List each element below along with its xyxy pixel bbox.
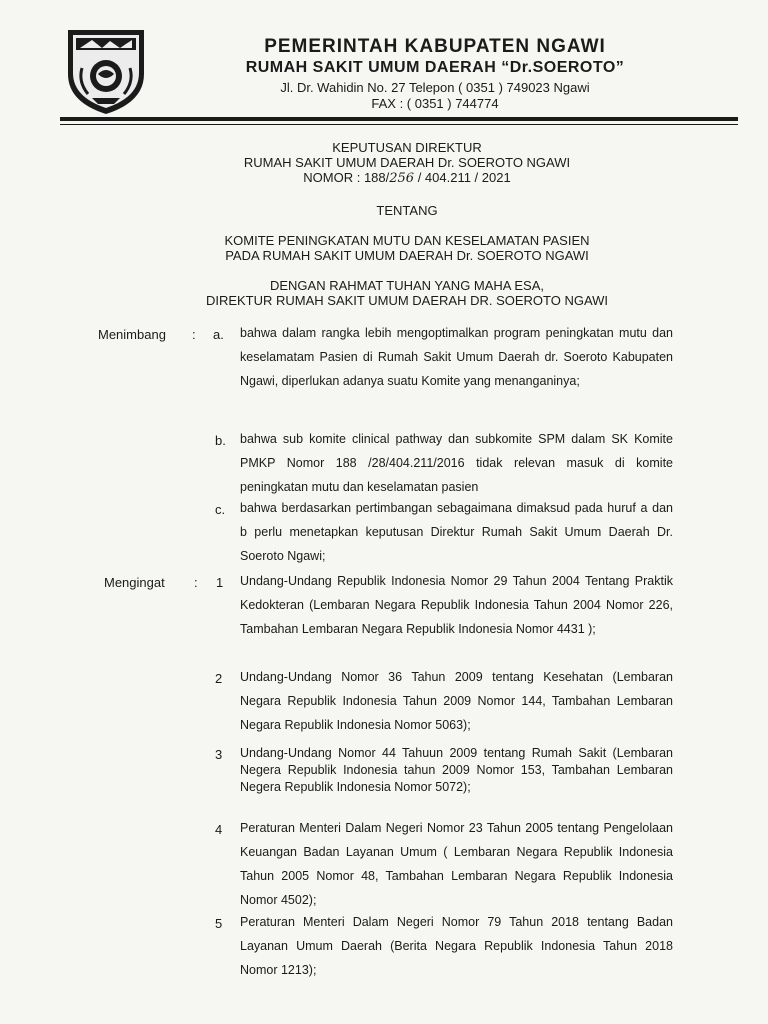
mengingat-item-text: Undang-Undang Nomor 36 Tahun 2009 tentang Kesehatan (Lembaran Negara Republik Indonesia Tahun 2009 Nomor 144, Tambahan Lembaran Negara Republik Indonesia Nomor 5063); <box>240 670 673 732</box>
letterhead-address: Jl. Dr. Wahidin No. 27 Telepon ( 0351 ) 749023 Ngawi <box>280 80 590 95</box>
mengingat-item-text: Peraturan Menteri Dalam Negeri Nomor 23 Tahun 2005 tentang Pengelolaan Keuangan Badan Layanan Umum ( Lembaran Negara Republik Indonesia Tahun 2005 Nomor 48, Tambahan Lembaran Negara Republik Indonesia Nomor 4502); <box>240 821 673 907</box>
ngawi-regency-emblem-icon <box>64 24 148 116</box>
decree-number-suffix: / 404.211 / 2021 <box>414 170 511 185</box>
decree-number-prefix: NOMOR : 188/ <box>303 170 390 185</box>
mengingat-item-mark: 1 <box>216 575 224 590</box>
menimbang-label: Menimbang <box>98 327 166 342</box>
decree-grace-line1: DENGAN RAHMAT TUHAN YANG MAHA ESA, <box>269 278 544 293</box>
mengingat-item-mark: 2 <box>215 671 223 686</box>
mengingat-item-mark: 3 <box>215 747 223 762</box>
decree-subject <box>82 233 732 263</box>
decree-grace <box>82 278 732 308</box>
menimbang-colon: : <box>192 327 196 342</box>
mengingat-label: Mengingat <box>104 575 165 590</box>
decree-title-line2: RUMAH SAKIT UMUM DAERAH Dr. SOEROTO NGAWI <box>243 155 571 170</box>
letterhead-fax: FAX : ( 0351 ) 744774 <box>371 96 499 111</box>
decree-subject-line2: PADA RUMAH SAKIT UMUM DAERAH Dr. SOEROTO NGAWI <box>225 248 589 263</box>
letterhead-divider-thick <box>60 117 738 121</box>
decree-number-handwritten: 256 <box>389 171 415 186</box>
decree-title-line1: KEPUTUSAN DIREKTUR <box>332 140 482 155</box>
menimbang-item-mark: b. <box>215 433 226 448</box>
decree-about: TENTANG <box>376 203 438 218</box>
mengingat-item-text: Undang-Undang Republik Indonesia Nomor 29 Tahun 2004 Tentang Praktik Kedokteran (Lembaran Negara Republik Indonesia Tahun 2004 Nomor 226, Tambahan Lembaran Negara Republik Indonesia Nomor 4431 ); <box>240 574 673 636</box>
letterhead <box>190 36 680 112</box>
menimbang-item-text: bahwa dalam rangka lebih mengoptimalkan program peningkatan mutu dan keselamatam Pasien di Rumah Sakit Umum Daerah dr. Soeroto Kabupaten Ngawi, diperlukan adanya suatu Komite yang menanganinya; <box>240 326 673 388</box>
decree-subject-line1: KOMITE PENINGKATAN MUTU DAN KESELAMATAN PASIEN <box>224 233 590 248</box>
mengingat-item-text: Peraturan Menteri Dalam Negeri Nomor 79 Tahun 2018 tentang Badan Layanan Umum Daerah (Berita Negara Republik Indonesia Tahun 2018 Nomor 1213); <box>240 915 673 977</box>
menimbang-item-text: bahwa berdasarkan pertimbangan sebagaimana dimaksud pada huruf a dan b perlu menetapkan keputusan Direktur Rumah Sakit Umum Daerah Dr. Soeroto Ngawi; <box>240 501 673 563</box>
mengingat-item-mark: 4 <box>215 822 223 837</box>
decree-number <box>82 170 732 186</box>
letterhead-government: PEMERINTAH KABUPATEN NGAWI <box>264 36 606 57</box>
letterhead-divider-thin <box>60 124 738 125</box>
menimbang-item-text: bahwa sub komite clinical pathway dan subkomite SPM dalam SK Komite PMKP Nomor 188 /28/404.211/2016 tidak relevan masuk di komite peningkatan mutu dan keselamatan pasien <box>240 432 673 494</box>
menimbang-item-mark: a. <box>213 327 224 342</box>
menimbang-item-mark: c. <box>215 502 226 517</box>
decree-title <box>82 140 732 186</box>
mengingat-item-text: Undang-Undang Nomor 44 Tahuun 2009 tentang Rumah Sakit (Lembaran Negera Republik Indonesia tahun 2009 Nomor 153, Tambahan Lembaran Negera Republik Indonesia Nomor 5072); <box>240 746 673 794</box>
mengingat-colon: : <box>194 575 198 590</box>
letterhead-hospital: RUMAH SAKIT UMUM DAERAH “Dr.SOEROTO” <box>245 59 625 76</box>
mengingat-item-mark: 5 <box>215 916 223 931</box>
decree-grace-line2: DIREKTUR RUMAH SAKIT UMUM DAERAH DR. SOEROTO NGAWI <box>205 293 609 308</box>
